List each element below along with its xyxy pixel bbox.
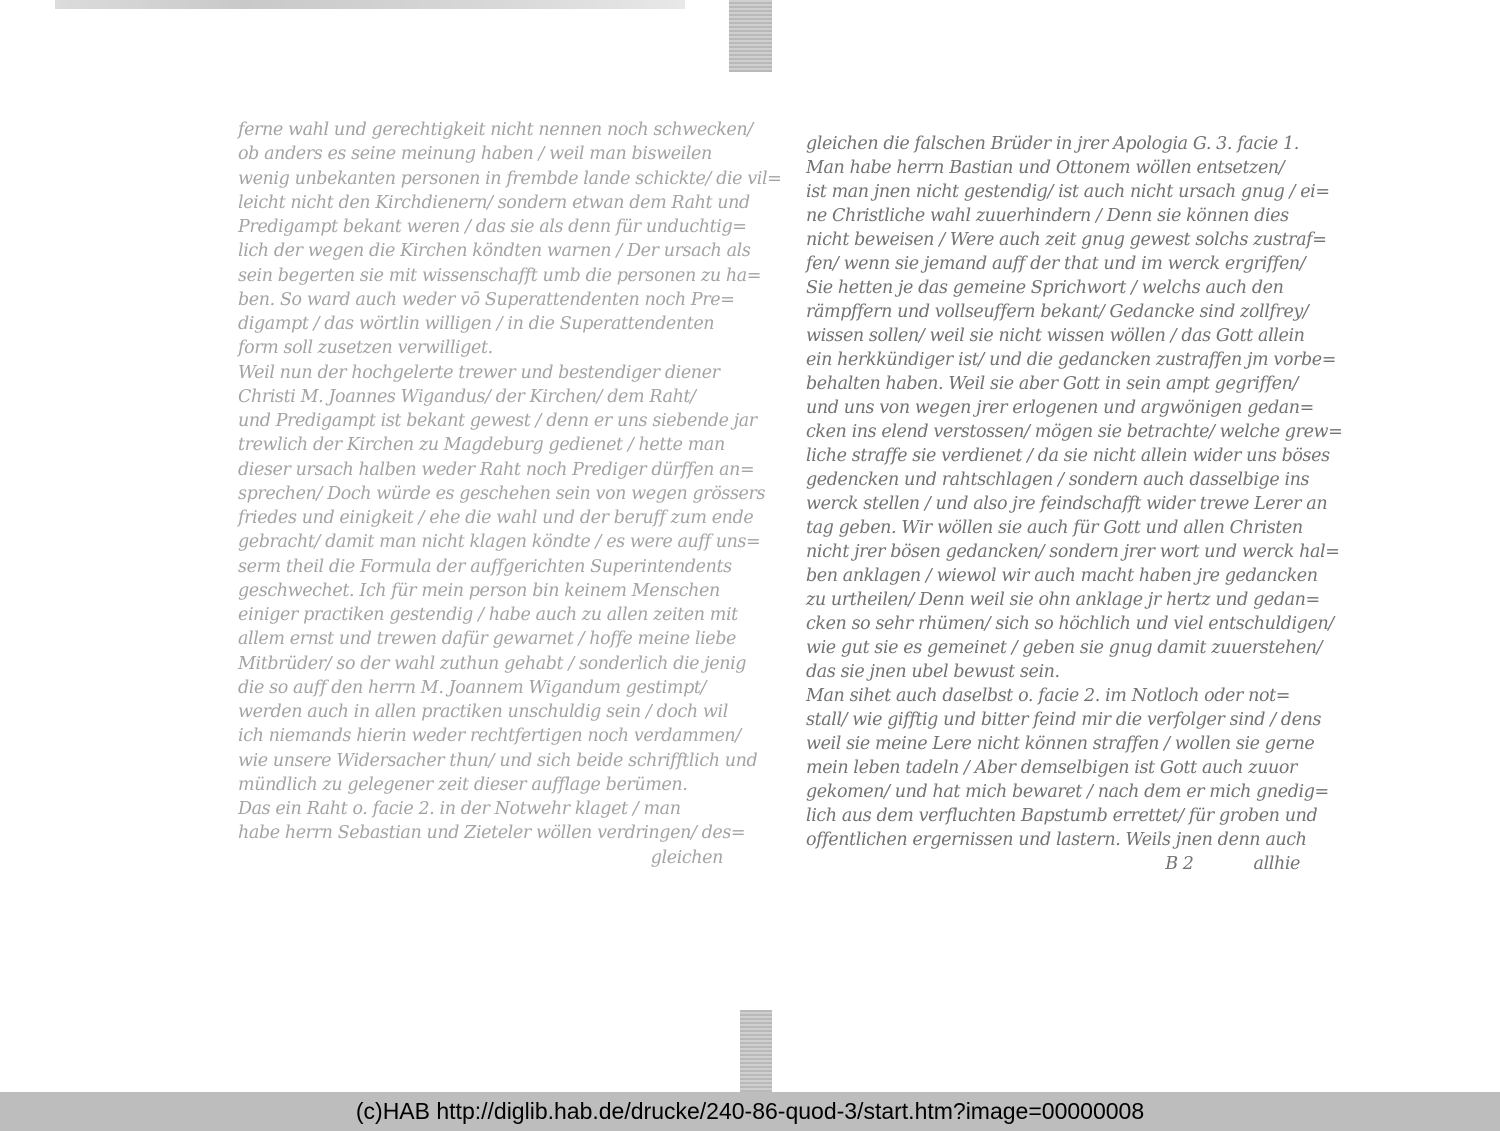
- text-line: allem ernst und trewen dafür gewarnet / hoffe meine liebe: [238, 629, 736, 650]
- text-line: habe herrn Sebastian und Zieteler wöllen verdringen/ des=: [238, 823, 746, 844]
- text-line: geschwechet. Ich für mein person bin keinem Menschen: [238, 580, 720, 601]
- right-page: [806, 132, 1343, 876]
- text-line: mündlich zu gelegener zeit dieser aufflage berümen.: [238, 774, 688, 795]
- book-gutter-top: [729, 0, 772, 72]
- copyright-footer: [0, 1092, 1500, 1131]
- text-line: mein leben tadeln / Aber demselbigen ist Gott auch zuuor: [806, 758, 1297, 778]
- left-page: [238, 118, 782, 870]
- text-line: nicht beweisen / Were auch zeit gnug gewest solchs zustraf=: [806, 230, 1327, 250]
- text-line: und Predigampt ist bekant gewest / denn er uns siebende jar: [238, 411, 757, 431]
- text-line: cken ins elend verstossen/ mögen sie betrachte/ welche grew=: [806, 422, 1343, 442]
- footer-text: (c)HAB http://diglib.hab.de/drucke/240-86-quod-3/start.htm?image=00000008: [355, 1098, 1145, 1124]
- text-line: offentlichen ergernissen und lastern. Weils jnen denn auch: [806, 830, 1307, 850]
- text-line: tag geben. Wir wöllen sie auch für Gott und allen Christen: [806, 518, 1303, 538]
- text-line: sein begerten sie mit wissenschafft umb die personen zu ha=: [238, 265, 762, 286]
- text-line: werck stellen / und also jre feindschafft wider trewe Lerer an: [806, 494, 1328, 514]
- text-line: gleichen: [650, 847, 723, 868]
- signature-row: [806, 852, 1304, 876]
- text-line: ist man jnen nicht gestendig/ ist auch nicht ursach gnug / ei=: [806, 182, 1330, 202]
- text-line: gedencken und rahtschlagen / sondern auch dasselbige ins: [806, 470, 1310, 490]
- text-line: liche straffe sie verdienet / da sie nicht allein wider uns böses: [806, 446, 1330, 466]
- text-line: ich niemands hierin weder rechtfertigen noch verdammen/: [238, 726, 741, 747]
- text-line: ferne wahl und gerechtigkeit nicht nennen noch schwecken/: [238, 120, 753, 140]
- text-line: friedes und einigkeit / ehe die wahl und der beruff zum ende: [238, 508, 754, 528]
- catchword: allhie: [1253, 854, 1300, 874]
- text-line: form soll zusetzen verwilliget.: [238, 338, 493, 359]
- text-line: Christi M. Joannes Wigandus/ der Kirchen/ dem Raht/: [238, 386, 696, 407]
- text-line: Sie hetten je das gemeine Sprichwort / welchs auch den: [806, 278, 1284, 298]
- text-line: weil sie meine Lere nicht können straffen / wollen sie gerne: [806, 734, 1315, 754]
- text-line: gebracht/ damit man nicht klagen köndte / es were auff uns=: [238, 532, 761, 553]
- text-line: ne Christliche wahl zuuerhindern / Denn sie können dies: [806, 206, 1289, 226]
- text-line: rämpffern und vollseuffern bekant/ Gedancke sind zollfrey/: [806, 302, 1309, 322]
- text-line: serm theil die Formula der auffgerichten Superintendents: [238, 556, 732, 577]
- text-line: sprechen/ Doch würde es geschehen sein von wegen grössers: [238, 483, 766, 504]
- text-line: werden auch in allen practiken unschuldig sein / doch wil: [238, 702, 728, 722]
- text-line: nicht jrer bösen gedancken/ sondern jrer wort und werck hal=: [806, 542, 1340, 562]
- text-line: Man sihet auch daselbst o. facie 2. im Notloch oder not=: [806, 686, 1291, 706]
- text-line: wie gut sie es gemeinet / geben sie gnug damit zuuerstehen/: [806, 638, 1323, 658]
- text-line: lich aus dem verfluchten Bapstumb errettet/ für groben und: [806, 806, 1318, 826]
- text-line: lich der wegen die Kirchen köndten warnen / Der ursach als: [238, 241, 751, 262]
- text-line: ein herkkündiger ist/ und die gedancken zustraffen jm vorbe=: [806, 350, 1337, 370]
- text-line: wie unsere Widersacher thun/ und sich beide schrifftlich und: [238, 750, 758, 771]
- text-line: behalten haben. Weil sie aber Gott in sein ampt gegriffen/: [806, 374, 1298, 394]
- text-line: trewlich der Kirchen zu Magdeburg gedienet / hette man: [238, 435, 725, 456]
- text-line: und uns von wegen jrer erlogenen und argwönigen gedan=: [806, 398, 1314, 418]
- text-line: Das ein Raht o. facie 2. in der Notwehr klaget / man: [238, 799, 681, 819]
- text-line: Weil nun der hochgelerte trewer und bestendiger diener: [238, 362, 720, 383]
- book-gutter-bottom: [740, 1010, 772, 1092]
- text-line: cken so sehr rhümen/ sich so höchlich und viel entschuldigen/: [806, 614, 1334, 634]
- text-line: ben. So ward auch weder vō Superattendenten noch Pre=: [238, 289, 735, 310]
- text-line: digampt / das wörtlin willigen / in die Superattendenten: [238, 314, 715, 334]
- text-line: gekomen/ und hat mich bewaret / nach dem er mich gnedig=: [806, 782, 1329, 802]
- text-line: Mitbrüder/ so der wahl zuthun gehabt / sonderlich die jenig: [238, 653, 747, 674]
- scan-edge-smudge: [55, 0, 685, 9]
- text-line: einiger practiken gestendig / habe auch zu allen zeiten mit: [238, 605, 738, 625]
- text-line: Predigampt bekant weren / das sie als denn für unduchtig=: [238, 217, 747, 237]
- text-line: wissen sollen/ weil sie nicht wissen wöllen / das Gott allein: [806, 326, 1305, 346]
- text-line: die so auff den herrn M. Joannem Wigandum gestimpt/: [238, 677, 706, 698]
- text-line: stall/ wie gifftig und bitter feind mir die verfolger sind / dens: [806, 710, 1322, 730]
- text-line: ob anders es seine meinung haben / weil man bisweilen: [238, 144, 712, 165]
- text-line: Man habe herrn Bastian und Ottonem wöllen entsetzen/: [806, 158, 1285, 178]
- text-line: zu urtheilen/ Denn weil sie ohn anklage jr hertz und gedan=: [806, 590, 1320, 610]
- text-line: fen/ wenn sie jemand auff der that und im werck ergriffen/: [806, 254, 1306, 274]
- text-line: gleichen die falschen Brüder in jrer Apologia G. 3. facie 1.: [806, 134, 1299, 154]
- text-line: leicht nicht den Kirchdienern/ sondern etwan dem Raht und: [238, 192, 750, 213]
- signature-mark: B 2: [1165, 854, 1194, 874]
- text-line: ben anklagen / wiewol wir auch macht haben jre gedancken: [806, 566, 1318, 586]
- text-line: wenig unbekanten personen in frembde lande schickte/ die vil=: [238, 168, 782, 189]
- text-line: dieser ursach halben weder Raht noch Prediger dürffen an=: [238, 459, 755, 480]
- text-line: das sie jnen ubel bewust sein.: [806, 662, 1060, 682]
